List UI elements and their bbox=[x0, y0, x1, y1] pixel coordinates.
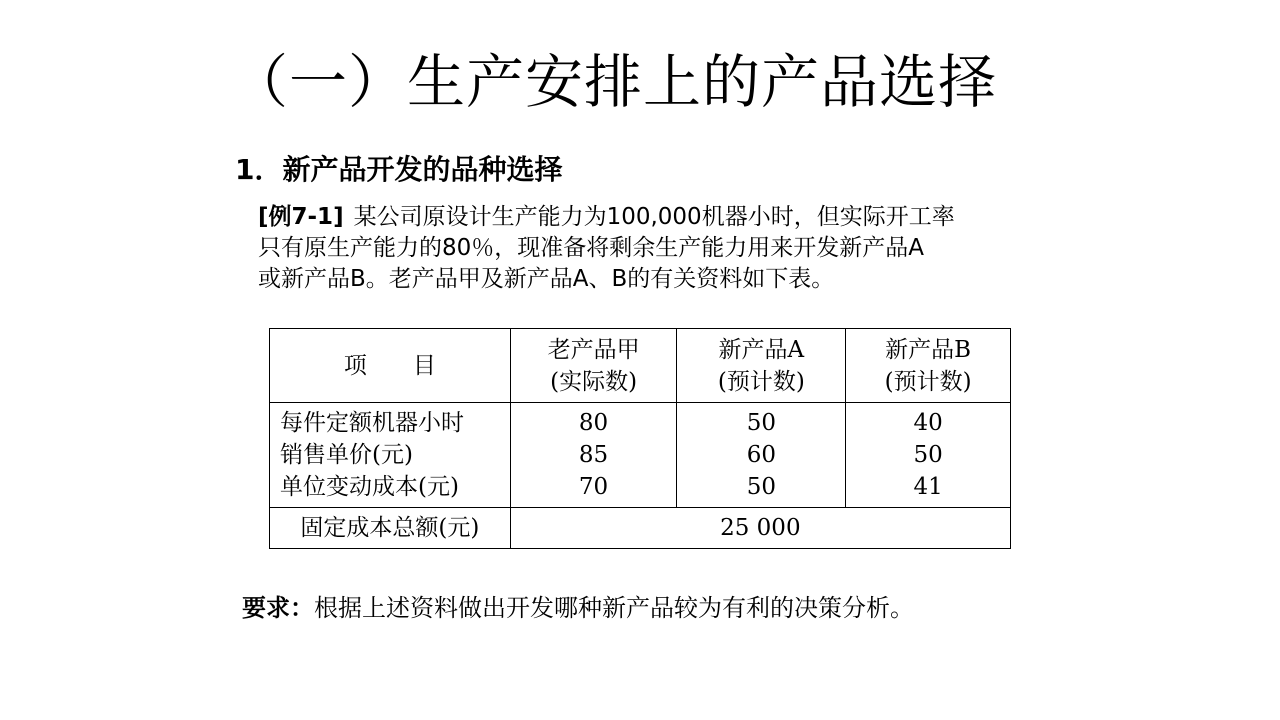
table-cell: 50 bbox=[913, 442, 943, 468]
product-data-table bbox=[269, 328, 1011, 549]
example-line-3: 或新产品B。老产品甲及新产品A、B的有关资料如下表。 bbox=[258, 266, 835, 292]
table-header-row bbox=[270, 329, 1011, 403]
header-old-product: 老产品甲 (实际数) bbox=[510, 329, 677, 403]
row-label-machine-hours: 每件定额机器小时 bbox=[280, 410, 464, 436]
header-item: 项 目 bbox=[270, 329, 511, 403]
table-cell: 60 bbox=[746, 442, 776, 468]
fixed-cost-label: 固定成本总额(元) bbox=[270, 508, 511, 549]
example-line-1 bbox=[258, 202, 1058, 233]
example-paragraph bbox=[258, 202, 1058, 295]
table-cell: 70 bbox=[578, 474, 609, 500]
table-cell: 85 bbox=[578, 442, 609, 468]
table-cell: 80 bbox=[578, 410, 609, 436]
row-label-unit-variable-cost: 单位变动成本(元) bbox=[280, 474, 459, 500]
section-heading: 1．新产品开发的品种选择 bbox=[235, 153, 563, 186]
table-cell: 50 bbox=[746, 410, 776, 436]
requirement-label: 要求： bbox=[242, 593, 314, 622]
example-tag: [例7-1] bbox=[258, 204, 344, 230]
header-new-product-a: 新产品A (预计数) bbox=[677, 329, 846, 403]
row-labels-cell bbox=[270, 403, 511, 508]
table-cell: 50 bbox=[746, 474, 776, 500]
new-product-a-values bbox=[677, 403, 846, 508]
fixed-cost-row bbox=[270, 508, 1011, 549]
new-product-b-values bbox=[846, 403, 1011, 508]
old-product-values bbox=[510, 403, 677, 508]
fixed-cost-value: 25 000 bbox=[510, 508, 1010, 549]
row-label-unit-price: 销售单价(元) bbox=[280, 442, 413, 468]
example-line-2: 只有原生产能力的80％，现准备将剩余生产能力用来开发新产品A bbox=[258, 235, 925, 261]
table-row bbox=[270, 403, 1011, 508]
header-new-product-b: 新产品B (预计数) bbox=[846, 329, 1011, 403]
slide-title: （一）生产安排上的产品选择 bbox=[230, 48, 998, 116]
table-cell: 41 bbox=[913, 474, 943, 500]
requirement-text: 根据上述资料做出开发哪种新产品较为有利的决策分析。 bbox=[314, 594, 914, 622]
example-text-1: 某公司原设计生产能力为100,000机器小时，但实际开工率 bbox=[353, 204, 955, 230]
requirement bbox=[242, 588, 914, 628]
table-cell: 40 bbox=[913, 410, 943, 436]
